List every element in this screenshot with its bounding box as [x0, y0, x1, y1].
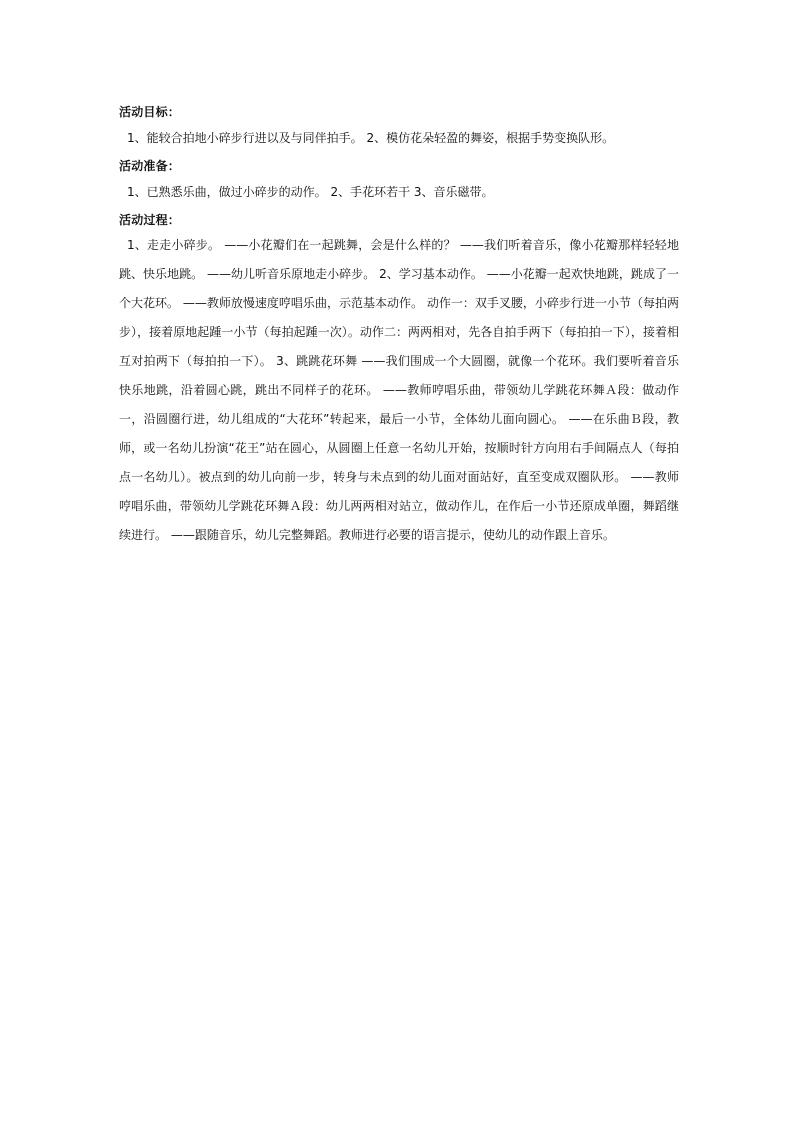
- document-content: [119, 101, 679, 556]
- section-heading-preparation: 活动准备：: [119, 159, 181, 173]
- section-text-process: 1、走走小碎步。 ——小花瓣们在一起跳舞，会是什么样的？ ——我们听着音乐，像小花瓣那样轻轻地跳、快乐地跳。 ——幼儿听音乐原地走小碎步。 2、学习基本动作。 ——小花瓣一起欢快地跳，跳成了一个大花环。 ——教师放慢速度哼唱乐曲，示范基本动作。 动作一：双手叉腰，小碎步行进一小节（每拍两步），接着原地起踵一小节（每拍起踵一次）。动作二：两两相对，先各自拍手两下（每拍拍一下），接着相互对拍两下（每拍拍一下）。 3、跳跳花环舞 ——我们围成一个大圆圈，就像一个花环。我们要听着音乐快乐地跳，沿着圆心跳，跳出不同样子的花环。 ——教师哼唱乐曲，带领幼儿学跳花环舞Ａ段：做动作一，沿圆圈行进，幼儿组成的“大花环”转起来，最后一小节，全体幼儿面向圆心。 ——在乐曲Ｂ段，教师，或一名幼儿扮演“花王”站在圆心，从圆圈上任意一名幼儿开始，按顺时针方向用右手间隔点人（每拍点一名幼儿）。被点到的幼儿向前一步，转身与未点到的幼儿面对面站好，直至变成双圈队形。 ——教师哼唱乐曲，带领幼儿学跳花环舞Ａ段：幼儿两两相对站立，做动作儿，在作后一小节还原成单圈，舞蹈继续进行。 ——跟随音乐，幼儿完整舞蹈。教师进行必要的语言提示，使幼儿的动作跟上音乐。: [119, 238, 679, 542]
- section-heading-process: 活动过程：: [119, 213, 181, 227]
- section-text-preparation: 1、已熟悉乐曲，做过小碎步的动作。 2、手花环若干 3、音乐磁带。: [127, 185, 494, 199]
- section-heading-goals: 活动目标：: [119, 105, 181, 119]
- section-text-goals: 1、能较合拍地小碎步行进以及与同伴拍手。 2、模仿花朵轻盈的舞姿，根据手势变换队形。: [127, 131, 615, 145]
